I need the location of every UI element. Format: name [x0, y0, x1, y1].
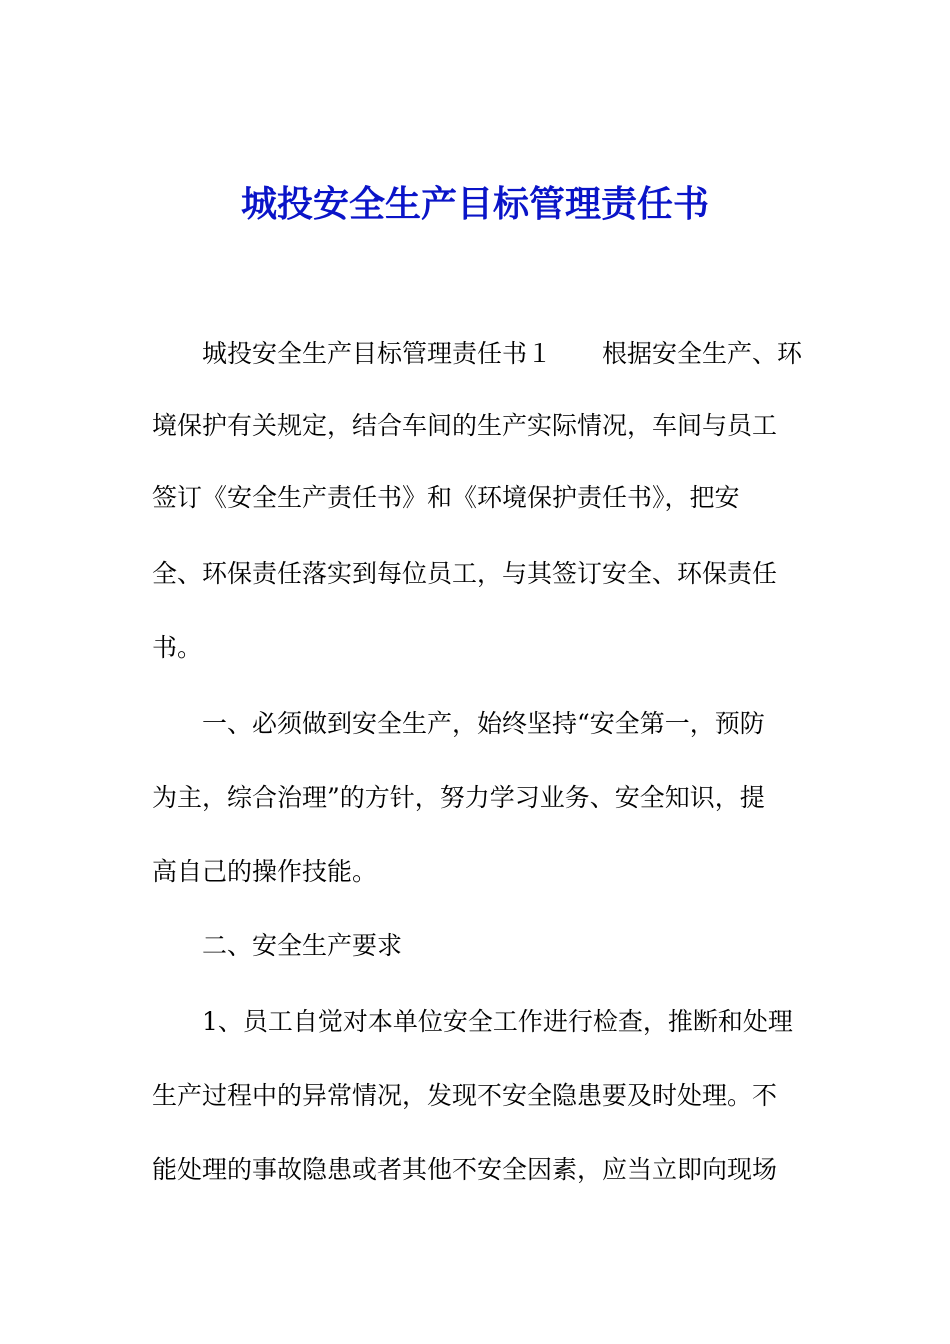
- body-line: 二、安全生产要求: [202, 931, 403, 960]
- body-line: 境保护有关规定，结合车间的生产实际情况，车间与员工: [152, 411, 778, 440]
- body-line: 书。: [152, 633, 203, 662]
- body-line: 能处理的事故隐患或者其他不安全因素，应当立即向现场: [152, 1155, 778, 1184]
- body-line: 城投安全生产目标管理责任书１ 根据安全生产、环: [202, 339, 803, 368]
- body-line: 全、环保责任落实到每位员工，与其签订安全、环保责任: [152, 559, 778, 588]
- body-line: 高自己的操作技能。: [152, 857, 378, 886]
- body-line: 生产过程中的异常情况，发现不安全隐患要及时处理。不: [152, 1081, 778, 1110]
- body-line: 1、员工自觉对本单位安全工作进行检查，推断和处理: [202, 1007, 793, 1036]
- body-line: 为主，综合治理”的方针，努力学习业务、安全知识，提: [152, 783, 765, 812]
- body-line: 签订《安全生产责任书》和《环境保护责任书》，把安: [152, 483, 740, 512]
- document-title: 城投安全生产目标管理责任书: [240, 183, 709, 225]
- body-line: 一、必须做到安全生产，始终坚持“安全第一，预防: [202, 709, 765, 738]
